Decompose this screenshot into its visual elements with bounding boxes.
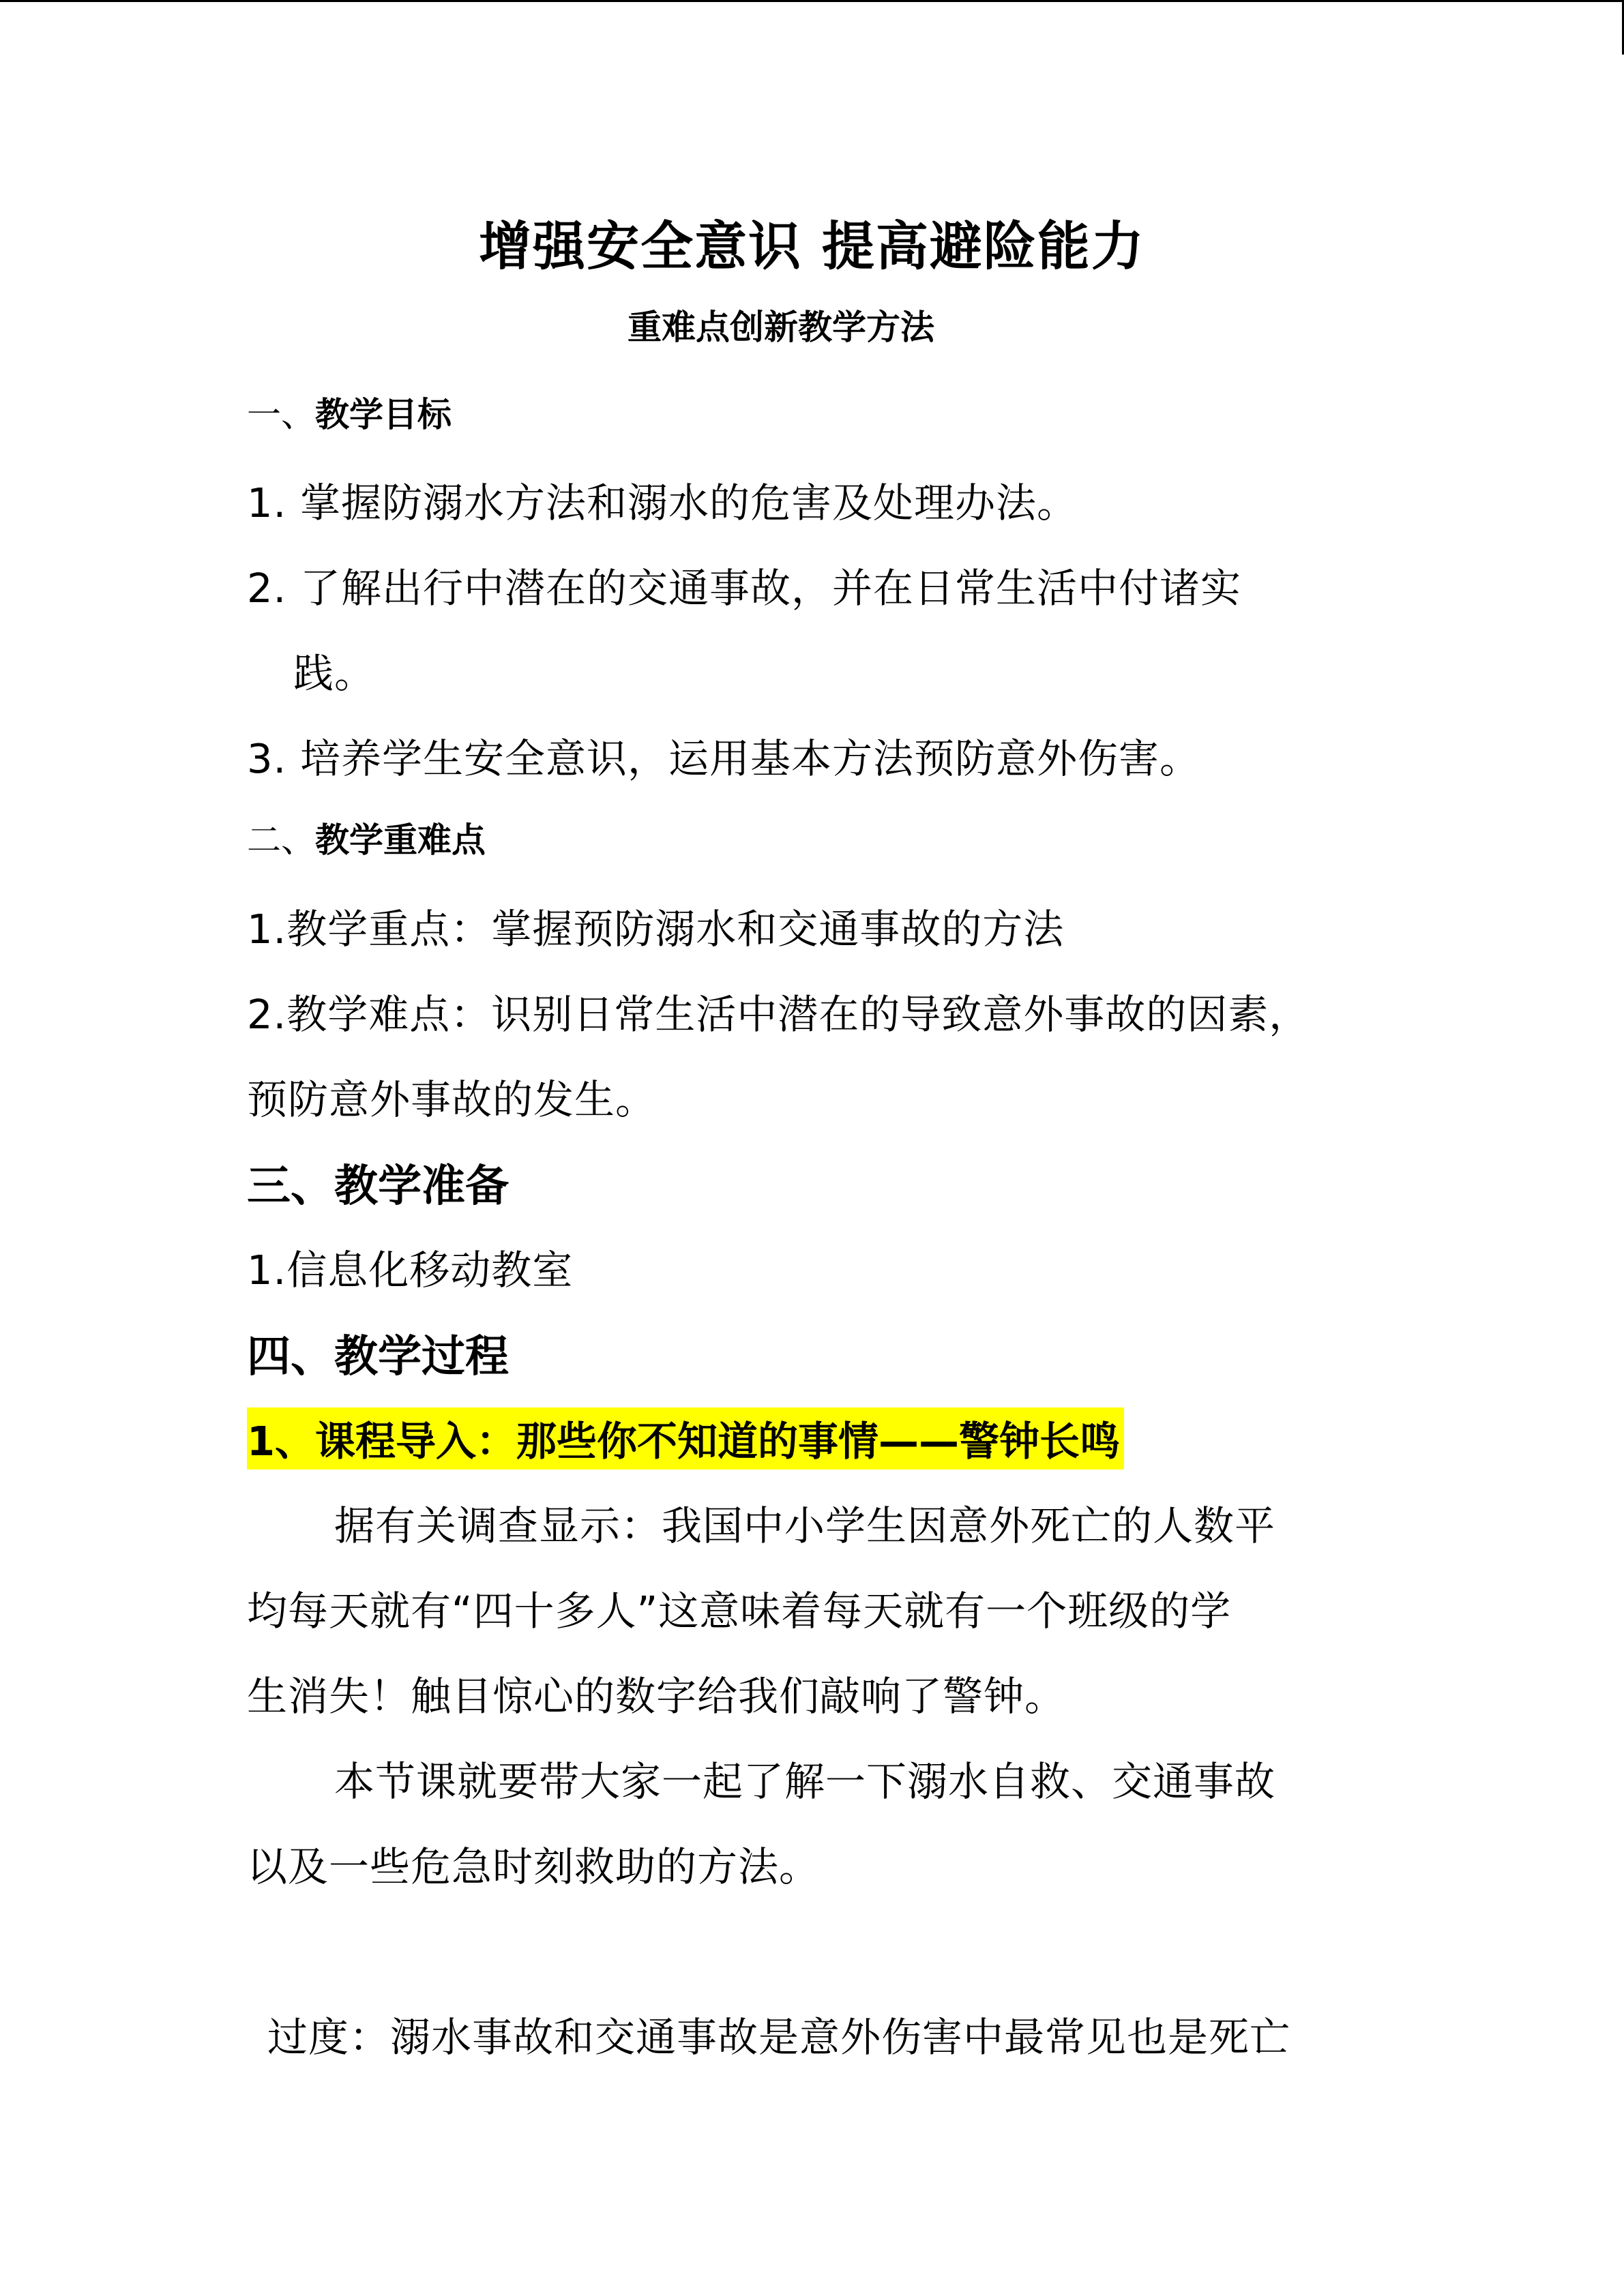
section-heading-text: 教学重难点	[315, 820, 486, 860]
goal-item-2: 2. 了解出行中潜在的交通事故，并在日常生活中付诸实	[247, 565, 1242, 612]
preparation-item-1: 1.信息化移动教室	[247, 1247, 574, 1294]
section-heading-prefix: 一、	[247, 395, 315, 434]
key-point-item-2: 2.教学难点：识别日常生活中潜在的导致意外事故的因素，	[247, 991, 1310, 1038]
goal-item-2-continued: 践。	[293, 650, 376, 697]
section-heading-text: 教学目标	[315, 395, 452, 434]
transition-line: 过度：溺水事故和交通事故是意外伤害中最常见也是死亡	[267, 2014, 1291, 2061]
section-heading-key-points	[247, 813, 486, 862]
paragraph-line: 以及一些危急时刻救助的方法。	[247, 1843, 821, 1890]
section-heading-process: 四、教学过程	[247, 1332, 509, 1382]
paragraph-line: 据有关调查显示：我国中小学生因意外死亡的人数平	[334, 1502, 1276, 1549]
section-heading-prefix: 二、	[247, 820, 315, 860]
document-title: 增强安全意识 提高避险能力	[479, 217, 1145, 278]
section-heading-preparation: 三、教学准备	[247, 1161, 509, 1212]
paragraph-line: 均每天就有“四十多人”这意味着每天就有一个班级的学	[247, 1587, 1232, 1635]
document-subtitle: 重难点创新教学方法	[628, 308, 934, 347]
goal-item-3: 3. 培养学生安全意识，运用基本方法预防意外伤害。	[247, 735, 1201, 782]
paragraph-line: 本节课就要带大家一起了解一下溺水自救、交通事故	[334, 1758, 1276, 1805]
key-point-item-2-continued: 预防意外事故的发生。	[247, 1076, 657, 1123]
highlighted-subheading: 1、课程导入：那些你不知道的事情——警钟长鸣	[247, 1407, 1124, 1470]
key-point-item-1: 1.教学重点：掌握预防溺水和交通事故的方法	[247, 906, 1065, 953]
goal-item-1: 1. 掌握防溺水方法和溺水的危害及处理办法。	[247, 479, 1078, 526]
section-heading-goals	[247, 387, 452, 436]
paragraph-line: 生消失！触目惊心的数字给我们敲响了警钟。	[247, 1673, 1066, 1720]
